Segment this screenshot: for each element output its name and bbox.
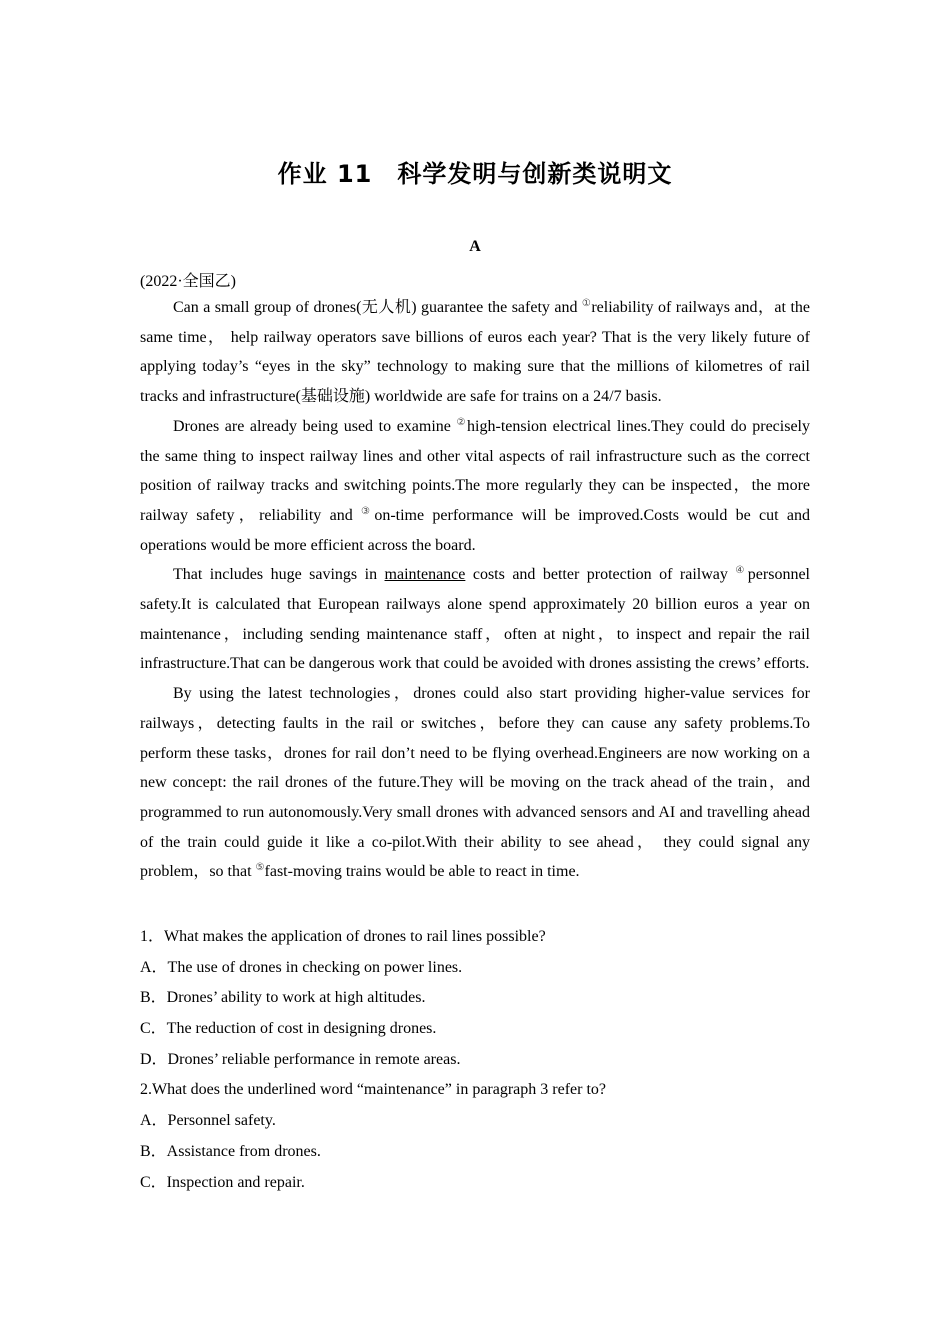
paragraph-4: [140, 679, 810, 887]
annotation-marker: ①: [581, 298, 592, 309]
paragraph-1: [140, 293, 810, 412]
question-1: 1．What makes the application of drones to rail lines possible?: [140, 928, 546, 945]
paragraph-text: Can a small group of drones(无人机) guarantee the safety and: [173, 299, 582, 316]
option-d: D．Drones’ reliable performance in remote areas.: [140, 1050, 461, 1068]
option-b: B．Assistance from drones.: [140, 1142, 321, 1160]
paragraph-text: reliability of railways and，at the same time， help railway operators save billions of euros each year? That is the very likely future of applying today’s “eyes in the sky” technology to making sure that the millions of kilometres of rail tracks and infrastructure(基础设施) worldwide are safe for trains on a 24/7 basis.: [140, 299, 811, 406]
annotation-marker: ②: [456, 416, 468, 428]
section-heading: A: [469, 238, 481, 255]
annotation-marker: ⑤: [255, 862, 265, 874]
paragraph-text: high-tension electrical lines.They could do precisely the same thing to inspect railway lines and other vital aspects of rail infrastructure such as the correct position of railway tracks and switching points.The more regularly they can be inspected，the more railway safety，reliability and: [140, 417, 811, 524]
option-a: A．The use of drones in checking on power lines.: [140, 958, 463, 976]
paragraph-text: By using the latest technologies，drones could also start providing higher-value services for railways，detecting faults in the rail or switches，before they can cause any safety problems.To perform these tasks，drones for rail don’t need to be flying overhead.Engineers are now working on a new concept: the rail drones of the future.They will be moving on the track ahead of the train，and programmed to run autonomously.Very small drones with advanced sensors and AI and travelling ahead of the train could guide it like a co-pilot.With their ability to see ahead， they could signal any problem，so that: [140, 685, 810, 881]
questions: [140, 922, 810, 1198]
annotation-marker: ③: [361, 505, 375, 517]
annotation-marker: ④: [735, 565, 748, 577]
question-2: 2.What does the underlined word “maintenance” in paragraph 3 refer to?: [140, 1081, 607, 1099]
paragraph-text: fast-moving trains would be able to react in time.: [264, 863, 580, 881]
paragraph-text: costs and better protection of railway: [465, 566, 736, 584]
page-title: 作业 11 科学发明与创新类说明文: [277, 160, 673, 188]
paragraph-text: on-time performance will be improved.Costs would be cut and operations would be more efficient across the board.: [140, 506, 811, 554]
option-c: C．Inspection and repair.: [140, 1173, 305, 1191]
passage: [140, 293, 810, 887]
paragraph-2: [140, 412, 810, 561]
source-label: (2022·全国乙): [140, 273, 236, 290]
paragraph-3: [140, 560, 810, 679]
option-b: B．Drones’ ability to work at high altitudes.: [140, 989, 426, 1007]
paragraph-text: Drones are already being used to examine: [173, 417, 457, 435]
option-c: C．The reduction of cost in designing drones.: [140, 1020, 437, 1038]
paragraph-text: personnel safety.It is calculated that European railways alone spend approximately 20 billion euros a year on maintenance，including sending maintenance staff，often at night，to inspect and repair the rail infrastructure.That can be dangerous work that could be avoided with drones assisting the crews’ efforts.: [140, 566, 810, 673]
paragraph-text: That includes huge savings in: [173, 566, 385, 584]
option-a: A．Personnel safety.: [140, 1112, 276, 1130]
underlined-word: maintenance: [384, 566, 466, 584]
